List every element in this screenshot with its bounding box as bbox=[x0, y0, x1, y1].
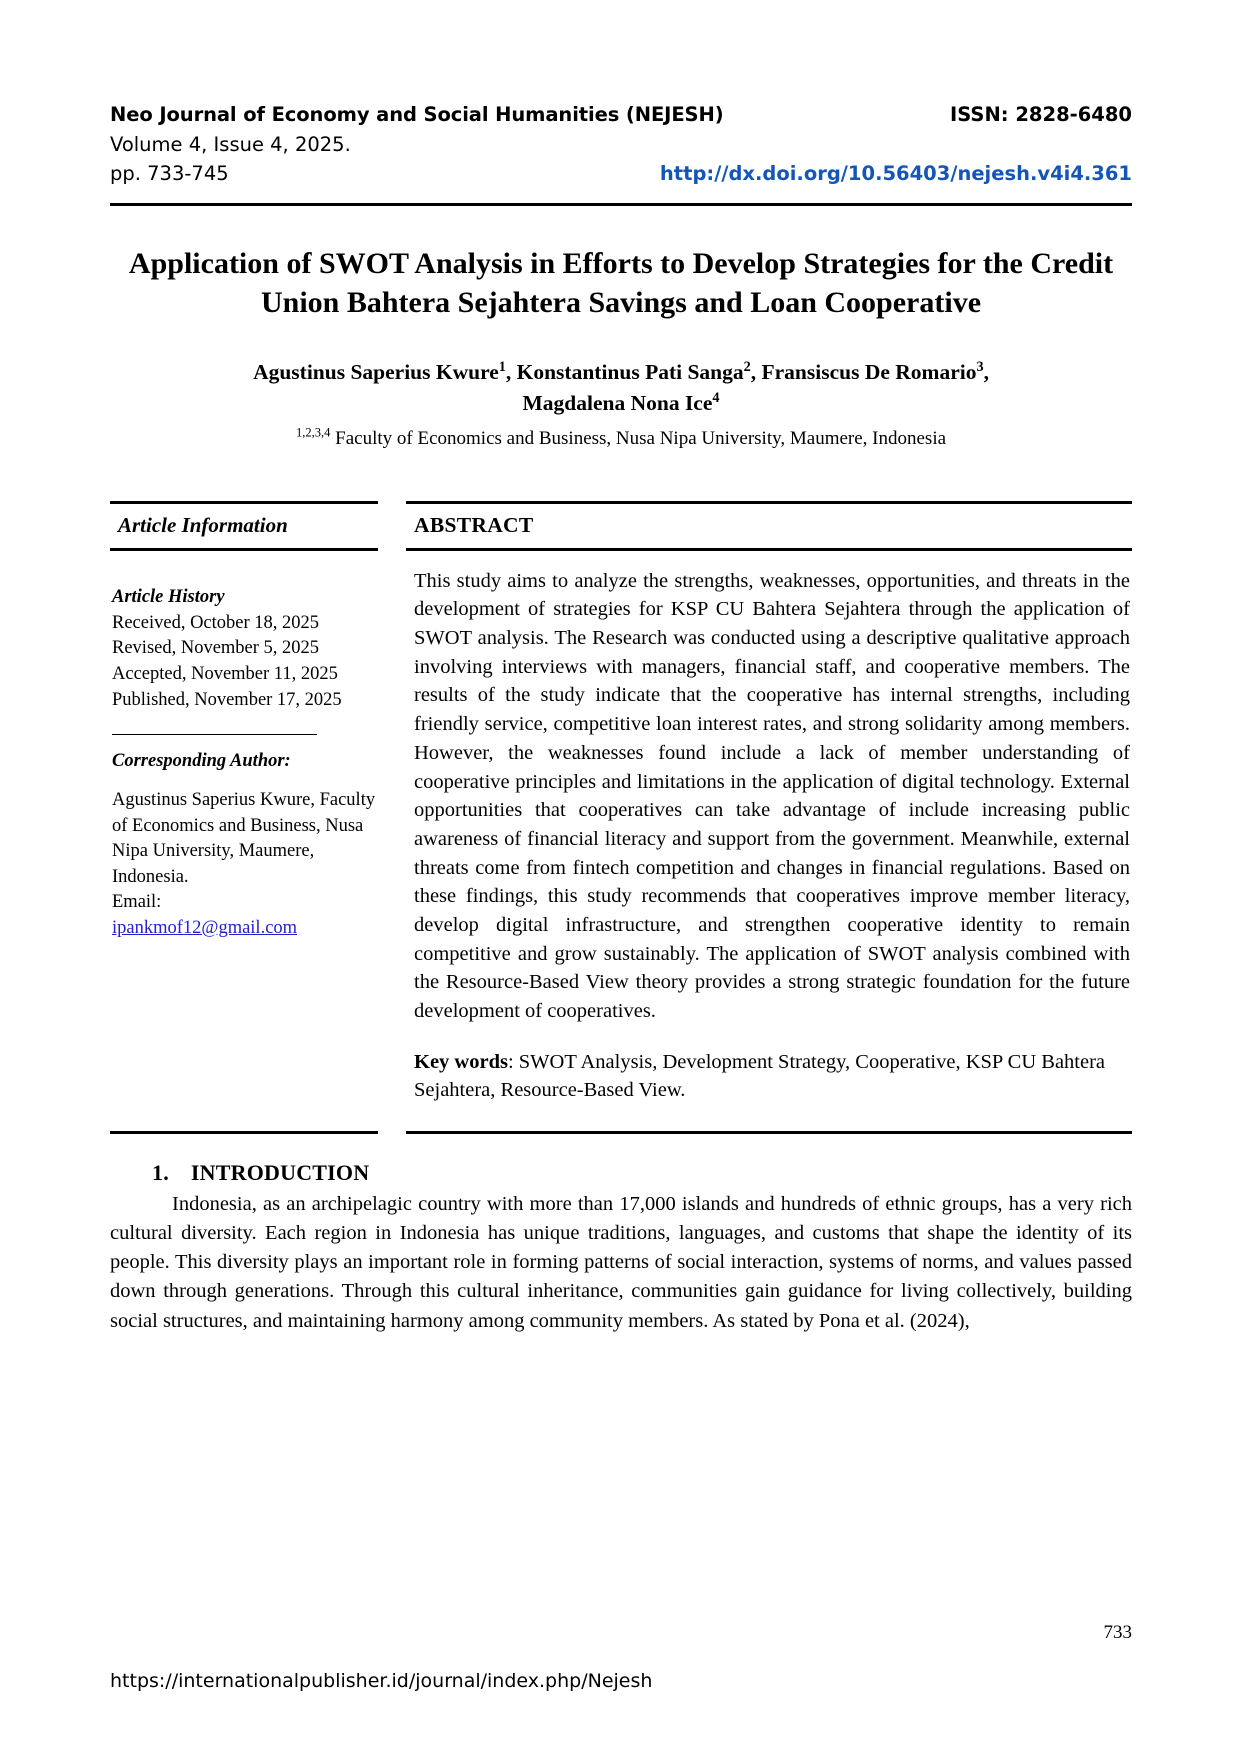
info-abstract-container bbox=[110, 501, 1132, 1105]
page-number: 733 bbox=[1103, 1622, 1132, 1643]
affiliation-marker: 1,2,3,4 bbox=[295, 425, 331, 440]
page-title: Application of SWOT Analysis in Efforts to Develop Strategies for the Credit Union Bahtera Sejahtera Savings and Loan Cooperative bbox=[128, 246, 1114, 320]
abstract-heading: ABSTRACT bbox=[414, 512, 534, 537]
keywords-line bbox=[406, 1026, 1132, 1105]
journal-name: Neo Journal of Economy and Social Humanities (NEJESH) bbox=[110, 103, 724, 126]
keywords-value: : SWOT Analysis, Development Strategy, Cooperative, KSP CU Bahtera Sejahtera, Resource-Based View. bbox=[414, 1050, 1106, 1102]
authors-block bbox=[138, 357, 1104, 418]
section-divider-right bbox=[406, 1131, 1132, 1134]
history-item-revised: Revised, November 5, 2025 bbox=[112, 638, 320, 659]
history-item-received: Received, October 18, 2025 bbox=[112, 612, 320, 633]
corresponding-author-block bbox=[110, 788, 378, 941]
masthead-row-journal bbox=[110, 100, 1132, 130]
issn-label: ISSN: 2828-6480 bbox=[949, 103, 1132, 126]
masthead bbox=[110, 100, 1132, 189]
masthead-row-volume bbox=[110, 130, 1132, 160]
introduction-paragraph: Indonesia, as an archipelagic country with more than 17,000 islands and hundreds of ethnic groups, has a very rich cultural diversity. Each region in Indonesia has unique traditions, languages, and customs that shape the identity of its people. This diversity plays an important role in forming patterns of social interaction, systems of norms, and values passed down through generations. Through this cultural inheritance, communities gain guidance for living collectively, building social structures, and maintaining harmony among community members. As stated by Pona et al. (2024), bbox=[110, 1193, 1132, 1332]
abstract-text: This study aims to analyze the strengths, weaknesses, opportunities, and threats in the development of strategies for KSP CU Bahtera Sejahtera through the application of SWOT analysis. The Research was conducted using a descriptive qualitative approach involving interviews with managers, financial staff, and cooperative members. The results of the study indicate that the cooperative has internal strengths, including friendly service, competitive loan interest rates, and strong solidarity among members. However, the weaknesses found include a lack of member understanding of cooperative principles and limitations in the application of digital technology. External opportunities that cooperatives can take advantage of include increasing public awareness of financial literacy and support from the government. Meanwhile, external threats come from fintech competition and changes in financial regulations. Based on these findings, this study recommends that cooperatives improve member literacy, develop digital infrastructure, and strengthen cooperative identity to remain competitive and grow sustainably. The application of SWOT analysis combined with the Resource-Based View theory provides a strong strategic foundation for the future development of cooperatives. bbox=[414, 569, 1130, 1022]
introduction-heading bbox=[110, 1160, 1132, 1186]
doi-link[interactable]: http://dx.doi.org/10.56403/nejesh.v4i4.361 bbox=[659, 162, 1132, 186]
page-range: pp. 733-745 bbox=[110, 162, 229, 186]
abstract-column bbox=[406, 501, 1132, 1105]
masthead-row-pages bbox=[110, 159, 1132, 189]
introduction-number: 1. bbox=[152, 1160, 169, 1186]
footer-url: https://internationalpublisher.id/journal/index.php/Nejesh bbox=[110, 1670, 653, 1692]
keywords-label: Key words bbox=[414, 1050, 508, 1073]
email-link[interactable]: ipankmof12@gmail.com bbox=[112, 917, 298, 938]
info-separator bbox=[112, 734, 317, 735]
section-divider-row bbox=[110, 1131, 1132, 1134]
article-information-column bbox=[110, 501, 378, 1105]
history-item-published: Published, November 17, 2025 bbox=[112, 690, 342, 711]
history-item-accepted: Accepted, November 11, 2025 bbox=[112, 664, 338, 685]
email-label: Email: bbox=[112, 892, 162, 913]
introduction-title: INTRODUCTION bbox=[190, 1160, 370, 1186]
article-information-heading: Article Information bbox=[118, 512, 288, 537]
corresponding-author-details: Agustinus Saperius Kwure, Faculty of Economics and Business, Nusa Nipa University, Maumere, Indonesia. bbox=[112, 790, 376, 887]
article-history-title: Article History bbox=[112, 586, 225, 607]
masthead-divider bbox=[110, 203, 1132, 206]
affiliation bbox=[110, 426, 1132, 453]
article-history-block bbox=[110, 551, 378, 714]
volume-issue: Volume 4, Issue 4, 2025. bbox=[110, 132, 351, 156]
affiliation-text: Faculty of Economics and Business, Nusa Nipa University, Maumere, Indonesia bbox=[335, 428, 947, 450]
section-divider-left bbox=[110, 1131, 378, 1134]
authors-line-2: Magdalena Nona Ice$^4$ bbox=[522, 389, 720, 415]
authors-line-1: Agustinus Saperius Kwure$^1$, Konstantinus Pati Sanga$^2$, Fransiscus De Romario$^3$, bbox=[253, 358, 989, 385]
corresponding-author-title: Corresponding Author: bbox=[112, 751, 291, 772]
